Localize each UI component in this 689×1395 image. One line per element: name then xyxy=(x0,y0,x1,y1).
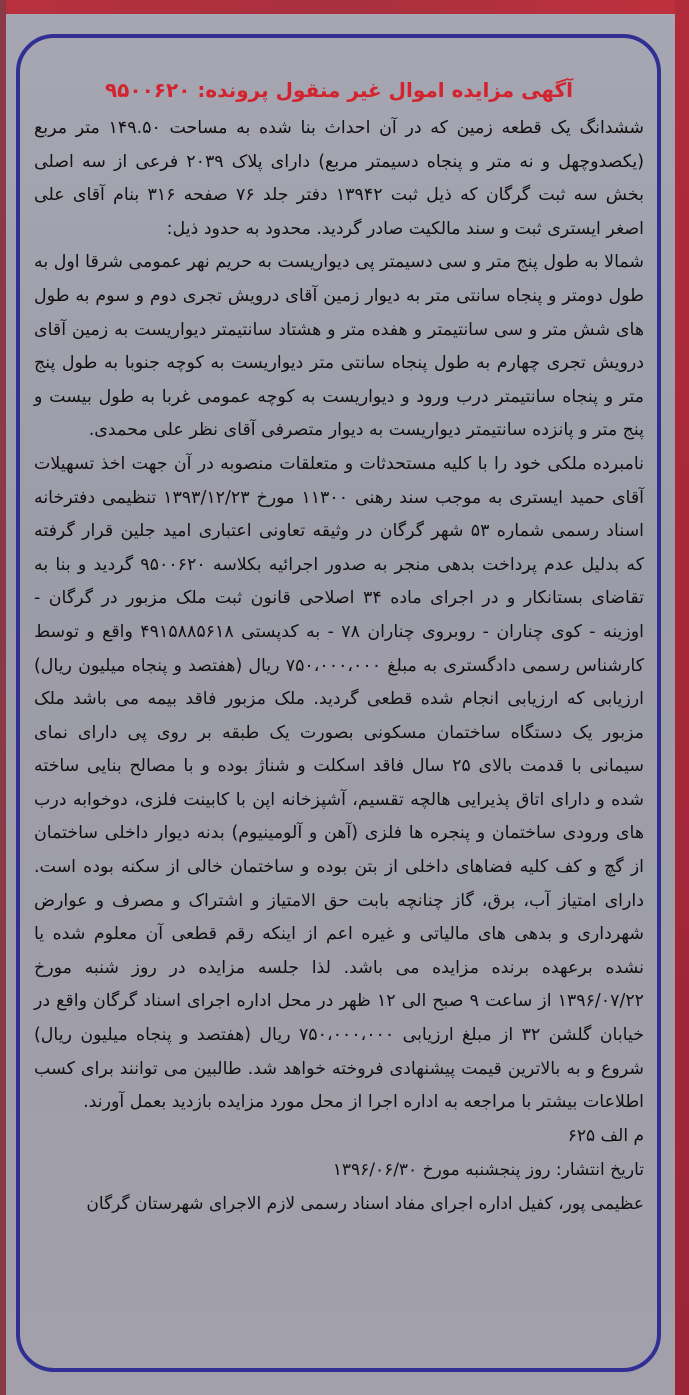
notice-code: م الف ۶۲۵ xyxy=(567,1125,644,1146)
red-border-top xyxy=(0,0,689,14)
publish-date: تاریخ انتشار: روز پنجشنبه مورخ ۱۳۹۶/۰۶/۳۰ xyxy=(332,1159,644,1180)
signature: عظیمی پور، کفیل اداره اجرای مفاد اسناد رسمی لازم الاجرای شهرستان گرگان xyxy=(86,1193,644,1214)
property-boundaries: شمالا به طول پنج متر و سی دسیمتر پی دیواریست به حریم نهر عمومی شرقا اول به طول دومتر و پنجاه سانتی متر به دیوار زمین آقای درویش تجری دوم و سوم به طول های شش متر و سی سانتیمتر و هفده متر و هشتاد سانتیمتر دیواریست به زمین آقای درویش تجری چهارم به طول پنجاه سانتی متر دیواریست به کوچه جنوبا به طول پنج متر و پنجاه سانتیمتر درب ورود و دیواریست به کوچه عمومی غربا به طول بیست و پنج متر و پانزده سانتیمتر دیواریست به دیوار متصرفی آقای نظر علی محمدی. xyxy=(34,252,644,441)
auction-details: نامبرده ملکی خود را با کلیه مستحدثات و متعلقات منصوبه در آن جهت اخذ تسهیلات آقای حمید ایستری به موجب سند رهنی ۱۱۳۰۰ مورخ ۱۳۹۳/۱۲/۲۳ تنظیمی دفترخانه اسناد رسمی شماره ۵۳ شهر گرگان در وثیقه تعاونی اعتباری امید جلین قرار گرفته که بدلیل عدم پرداخت بدهی منجر به صدور اجرائیه بکلاسه ۹۵۰۰۶۲۰ گردید و بنا به تقاضای بستانکار و در اجرای ماده ۳۴ اصلاحی قانون ثبت ملک مزبور در گرگان - اوزینه - کوی چناران - روبروی چناران ۷۸ - به کدپستی ۴۹۱۵۸۸۵۶۱۸ واقع و توسط کارشناس رسمی دادگستری به مبلغ ۷۵۰،۰۰۰،۰۰۰ ریال (هفتصد و پنجاه میلیون ریال) ارزیابی که ارزیابی انجام شده قطعی گردید. ملک مزبور فاقد بیمه می باشد ملک مزبور یک دستگاه ساختمان مسکونی بصورت یک طبقه بر روی پی دارای نمای سیمانی با قدمت بالای ۲۵ سال فاقد اسکلت و شناژ بوده و با مصالح بنایی ساخته شده و دارای اتاق پذیرایی هالچه تقسیم، آشپزخانه اپن با کابینت فلزی، دوخوابه درب های ورودی ساختمان و پنجره ها فلزی (آهن و آلومینیوم) بدنه دیوار داخلی ساختمان از گچ و کف کلیه فضاهای داخلی از بتن بوده و ساختمان خالی از سکنه بوده است. دارای امتیاز آب، برق، گاز چنانچه بابت حق الامتیاز و اشتراک و مصرف و عوارض شهرداری و بدهی های مالیاتی و غیره اعم از اینکه رقم قطعی آن معلوم شده یا نشده برعهده برنده مزایده می باشد. لذا جلسه مزایده در روز شنبه مورخ ۱۳۹۶/۰۷/۲۲ از ساعت ۹ صبح الی ۱۲ ظهر در محل اداره اجرای اسناد گرگان واقع در خیابان گلشن ۳۲ از مبلغ ارزیابی ۷۵۰،۰۰۰،۰۰۰ ریال (هفتصد و پنجاه میلیون ریال) شروع و به بالاترین قیمت پیشنهادی فروخته خواهد شد. طالبین می توانند برای کسب اطلاعات بیشتر با مراجعه به اداره اجرا از محل مورد مزایده بازدید بعمل آورند. xyxy=(34,453,645,1113)
notice-title: آگهی مزایده اموال غیر منقول پرونده: ۹۵۰۰۶۲۰ xyxy=(104,78,574,102)
red-border-left xyxy=(0,0,6,1395)
red-border-right xyxy=(675,0,689,1395)
notice-body xyxy=(34,74,644,1221)
property-description: ششدانگ یک قطعه زمین که در آن احداث بنا شده به مساحت ۱۴۹.۵۰ متر مربع (یکصدوچهل و نه متر و پنجاه دسیمتر مربع) دارای پلاک ۲۰۳۹ فرعی از سه اصلی بخش سه ثبت گرگان که ذیل ثبت ۱۳۹۴۲ دفتر جلد ۷۶ صفحه ۳۱۶ بنام آقای علی اصغر ایستری ثبت و سند مالکیت صادر گردید. محدود به حدود ذیل: xyxy=(34,118,644,239)
